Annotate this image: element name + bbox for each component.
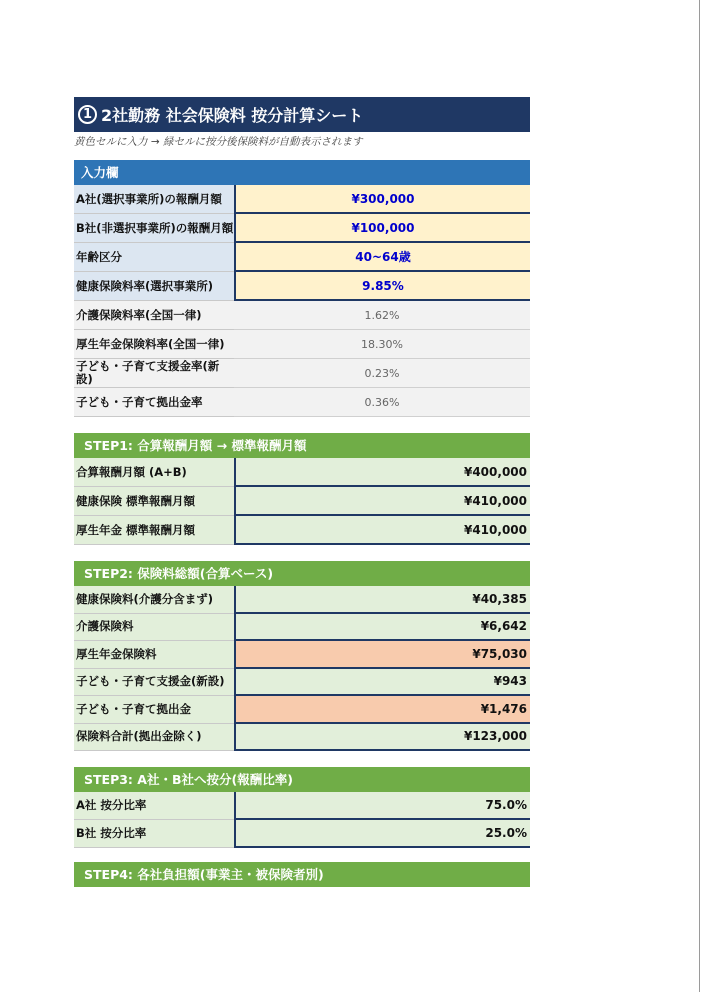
step2-row: [74, 696, 530, 724]
step1-label: 合算報酬月額 (A+B): [74, 458, 234, 487]
step2-label: 子ども・子育て支援金(新設): [74, 669, 234, 697]
input-row-b-salary: [74, 214, 530, 243]
step3-row: [74, 792, 530, 820]
fixed-label: 子ども・子育て拠出金率: [74, 388, 234, 417]
step1-label: 厚生年金 標準報酬月額: [74, 516, 234, 545]
step1-row: [74, 487, 530, 516]
sheet-title: [74, 97, 530, 132]
step1-header: STEP1: 合算報酬月額 → 標準報酬月額: [74, 433, 530, 458]
step2-value-highlight: ¥1,476: [234, 696, 530, 724]
input-row-health-rate: [74, 272, 530, 301]
input-row-a-salary: [74, 185, 530, 214]
input-label: A社(選択事業所)の報酬月額: [74, 185, 234, 214]
step2-label: 子ども・子育て拠出金: [74, 696, 234, 724]
input-section-header: 入力欄: [74, 160, 530, 185]
step2-total-row: [74, 724, 530, 752]
step3-value: 25.0%: [234, 820, 530, 848]
step1-value: ¥410,000: [234, 487, 530, 516]
sheet-subtitle: 黄色セルに入力 → 緑セルに按分後保険料が自動表示されます: [74, 136, 363, 148]
step3-label: A社 按分比率: [74, 792, 234, 820]
input-label: B社(非選択事業所)の報酬月額: [74, 214, 234, 243]
step2-value-highlight: ¥75,030: [234, 641, 530, 669]
input-cell-health-rate[interactable]: 9.85%: [234, 272, 530, 301]
step2-value: ¥943: [234, 669, 530, 697]
fixed-value: 18.30%: [234, 330, 530, 359]
fixed-row-care-rate: [74, 301, 530, 330]
step2-value: ¥6,642: [234, 614, 530, 642]
step2-label: 介護保険料: [74, 614, 234, 642]
step3-header: STEP3: A社・B社へ按分(報酬比率): [74, 767, 530, 792]
step1-value: ¥400,000: [234, 458, 530, 487]
input-cell-a-salary[interactable]: ¥300,000: [234, 185, 530, 214]
step2-label: 健康保険料(介護分含まず): [74, 586, 234, 614]
step4-header: STEP4: 各社負担額(事業主・被保険者別): [74, 862, 530, 887]
step2-row: [74, 586, 530, 614]
fixed-row-support-rate: [74, 359, 530, 388]
step1-value: ¥410,000: [234, 516, 530, 545]
step3-value: 75.0%: [234, 792, 530, 820]
fixed-label: 厚生年金保険料率(全国一律): [74, 330, 234, 359]
circled-number-icon: 1: [78, 105, 97, 124]
fixed-row-pension-rate: [74, 330, 530, 359]
calc-sheet: [74, 97, 530, 887]
fixed-value: 0.23%: [234, 359, 530, 388]
step2-total-value: ¥123,000: [234, 724, 530, 752]
input-cell-age[interactable]: 40~64歳: [234, 243, 530, 272]
step2-value: ¥40,385: [234, 586, 530, 614]
step2-row: [74, 669, 530, 697]
step2-label: 保険料合計(拠出金除く): [74, 724, 234, 752]
fixed-label: 介護保険料率(全国一律): [74, 301, 234, 330]
page-edge: [699, 0, 700, 992]
step2-row: [74, 641, 530, 669]
step1-row: [74, 516, 530, 545]
step1-label: 健康保険 標準報酬月額: [74, 487, 234, 516]
input-label: 健康保険料率(選択事業所): [74, 272, 234, 301]
step2-row: [74, 614, 530, 642]
fixed-label: 子ども・子育て支援金率(新設): [74, 359, 234, 388]
sheet-title-text: 2社勤務 社会保険料 按分計算シート: [101, 106, 364, 125]
step3-row: [74, 820, 530, 848]
input-cell-b-salary[interactable]: ¥100,000: [234, 214, 530, 243]
step2-label: 厚生年金保険料: [74, 641, 234, 669]
step3-label: B社 按分比率: [74, 820, 234, 848]
step2-header: STEP2: 保険料総額(合算ベース): [74, 561, 530, 586]
fixed-value: 0.36%: [234, 388, 530, 417]
step1-row: [74, 458, 530, 487]
fixed-value: 1.62%: [234, 301, 530, 330]
input-row-age: [74, 243, 530, 272]
input-label: 年齢区分: [74, 243, 234, 272]
fixed-row-contribution-rate: [74, 388, 530, 417]
